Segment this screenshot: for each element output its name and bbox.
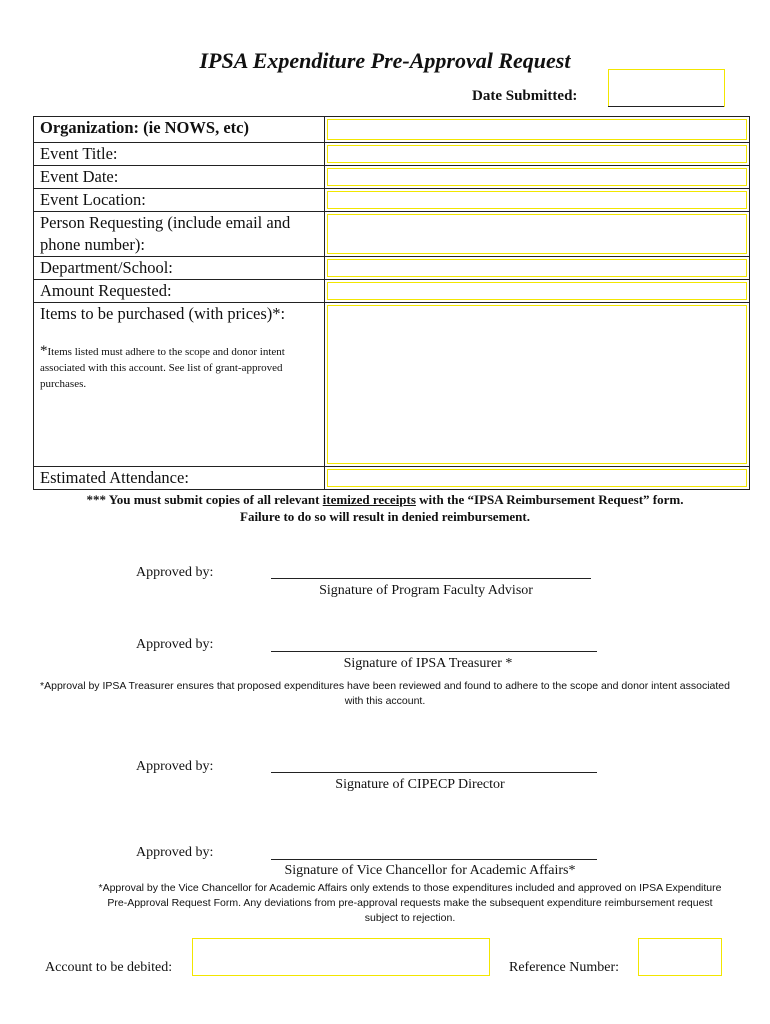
signature-line-vice-chancellor[interactable] (271, 859, 597, 860)
date-submitted-underline (608, 106, 724, 107)
vice-chancellor-note: *Approval by the Vice Chancellor for Academic Affairs only extends to those expenditures included and approved on IPSA Expenditure Pre-Approval Request Form. Any deviations from pre-approval requests make the subsequent expenditure reimbursement request subject to rejection. (98, 882, 722, 924)
signature-caption-vice-chancellor: Signature of Vice Chancellor for Academic Affairs* (284, 863, 576, 878)
signature-line-director[interactable] (271, 772, 597, 773)
amount-requested-field[interactable] (325, 280, 750, 303)
amount-requested-label: Amount Requested: (34, 280, 325, 303)
organization-field[interactable] (325, 117, 750, 143)
warning-line2: Failure to do so will result in denied reimbursement. (240, 509, 530, 524)
signature-line-treasurer[interactable] (271, 651, 597, 652)
person-requesting-label: Person Requesting (include email and phone number): (34, 212, 325, 257)
approved-by-label-2: Approved by: (136, 637, 214, 652)
reference-number-label: Reference Number: (509, 960, 619, 975)
warning-part1: *** You must submit copies of all relevant (86, 492, 323, 507)
receipts-warning (30, 491, 740, 525)
items-note (40, 343, 318, 392)
signature-line-advisor[interactable] (271, 578, 591, 579)
warning-underlined: itemized receipts (322, 492, 416, 507)
warning-part2: with the “IPSA Reimbursement Request” form. (415, 492, 684, 507)
event-location-field[interactable] (325, 189, 750, 212)
account-debited-field[interactable] (192, 938, 490, 976)
request-form-table (33, 116, 750, 490)
department-label: Department/School: (34, 257, 325, 280)
event-date-label: Event Date: (34, 166, 325, 189)
account-debited-label: Account to be debited: (45, 960, 173, 975)
signature-caption-treasurer: Signature of IPSA Treasurer * (343, 656, 513, 671)
reference-number-field[interactable] (638, 938, 722, 976)
signature-caption-advisor: Signature of Program Faculty Advisor (319, 583, 533, 598)
event-date-field[interactable] (325, 166, 750, 189)
event-location-label: Event Location: (34, 189, 325, 212)
items-purchased-label: Items to be purchased (with prices)*: (40, 304, 286, 323)
items-purchased-cell (34, 303, 325, 467)
event-title-label: Event Title: (34, 143, 325, 166)
signature-caption-director: Signature of CIPECP Director (335, 777, 505, 792)
items-note-star: * (40, 343, 48, 359)
items-note-text: Items listed must adhere to the scope and donor intent associated with this account. See list of grant-approved purchases. (40, 346, 285, 390)
approved-by-label-1: Approved by: (136, 565, 214, 580)
date-submitted-label: Date Submitted: (472, 88, 578, 104)
approved-by-label-3: Approved by: (136, 759, 214, 774)
department-field[interactable] (325, 257, 750, 280)
treasurer-note: *Approval by IPSA Treasurer ensures that proposed expenditures have been reviewed and found to adhere to the scope and donor intent associated with this account. (40, 680, 730, 707)
estimated-attendance-label: Estimated Attendance: (34, 467, 325, 490)
page-title: IPSA Expenditure Pre-Approval Request (199, 48, 571, 73)
organization-label: Organization: (ie NOWS, etc) (34, 117, 325, 143)
items-purchased-field[interactable] (325, 303, 750, 467)
estimated-attendance-field[interactable] (325, 467, 750, 490)
date-submitted-input[interactable] (608, 69, 725, 107)
event-title-field[interactable] (325, 143, 750, 166)
approved-by-label-4: Approved by: (136, 845, 214, 860)
person-requesting-field[interactable] (325, 212, 750, 257)
